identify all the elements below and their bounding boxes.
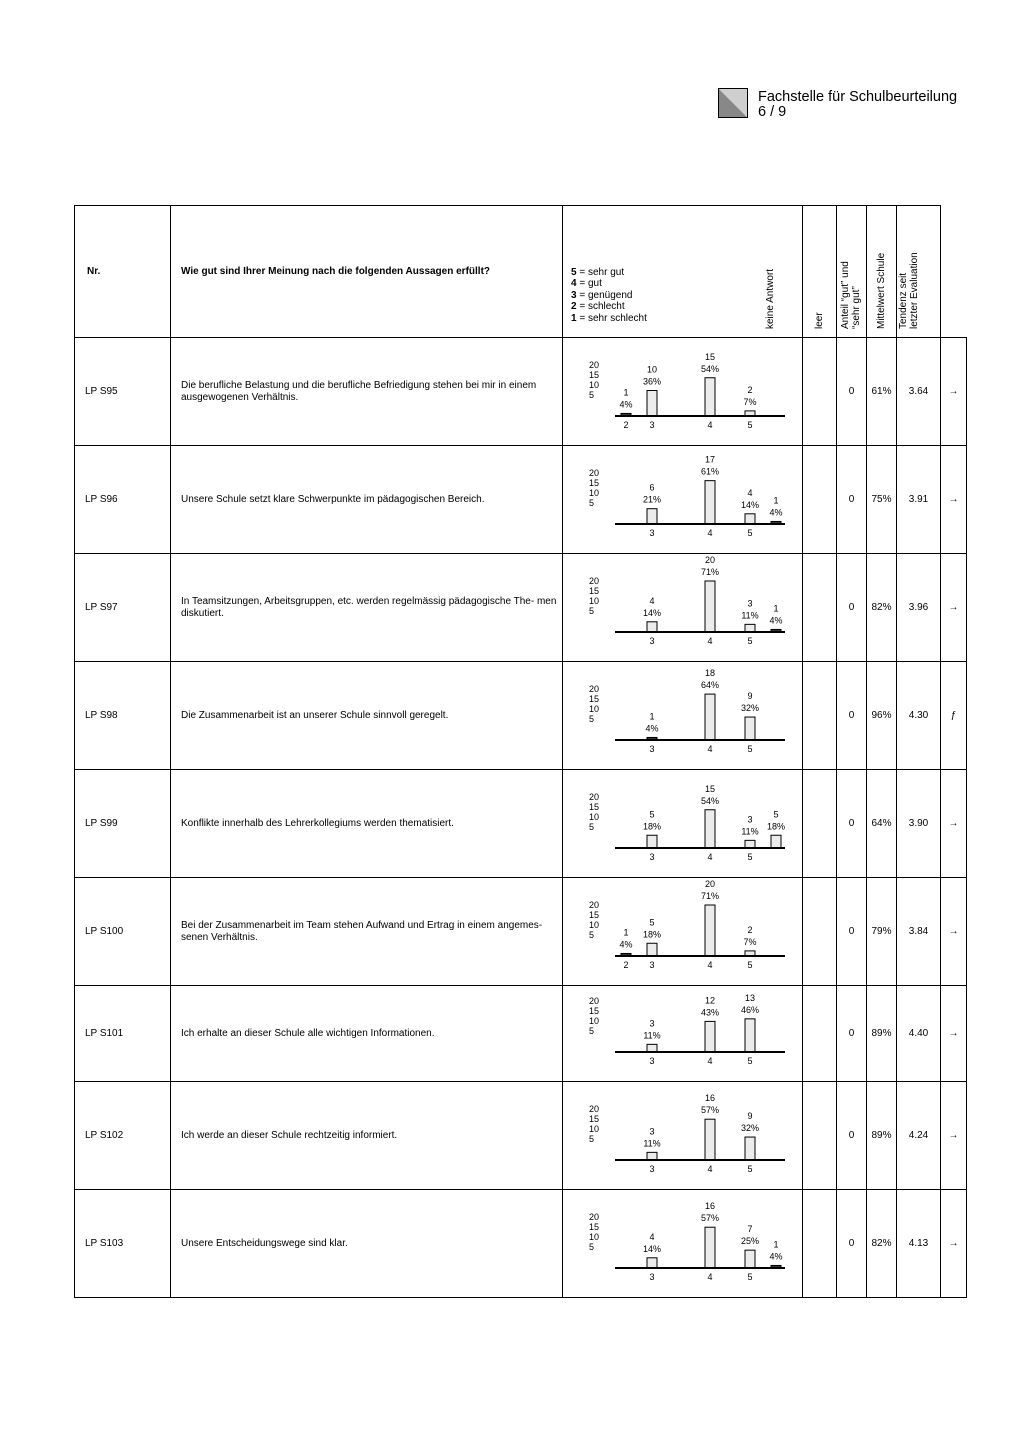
bar-value-label: 2 [747,384,753,395]
x-tick-label: 5 [747,852,753,862]
x-tick-label: 2 [623,960,629,970]
y-tick-label: 10 [589,1016,600,1027]
page-number: 6 / 9 [758,104,787,120]
row-keine-antwort [803,446,837,554]
bar-value-label: 10 [646,364,658,375]
bar-percent-label: 71% [700,567,720,577]
y-tick-label: 5 [589,822,595,833]
row-statement: Die berufliche Belastung und die berufliche Befriedigung stehen bei mir in einem ausgewogenen Verhältnis. [171,338,563,446]
row-chart [563,770,803,878]
x-tick-label: 3 [649,636,655,646]
table-row [75,1190,967,1298]
legend-item-4: 4 = gut [571,278,602,289]
row-leer: 0 [837,446,867,554]
table-row [75,770,967,878]
row-anteil: 82% [867,554,897,662]
row-tendenz: → [941,878,967,986]
row-anteil: 64% [867,770,897,878]
row-leer: 0 [837,338,867,446]
row-mittelwert: 4.13 [897,1190,941,1298]
bar-chart [563,446,803,553]
row-chart [563,1190,803,1298]
row-chart [563,1082,803,1190]
x-tick-label: 4 [707,420,713,430]
y-tick-label: 20 [589,1104,600,1115]
header-question: Wie gut sind Ihrer Meinung nach die folgenden Aussagen erfüllt? [171,206,563,338]
x-tick-label: 4 [707,744,713,754]
bar [745,1019,755,1052]
bar [705,694,715,740]
header-anteil: Anteil “gut” und “sehr gut” [837,206,867,338]
survey-table [74,205,967,1298]
bar-value-label: 9 [747,1111,753,1122]
bar-value-label: 3 [649,1126,655,1137]
bar [745,840,755,848]
table-row [75,446,967,554]
x-tick-label: 4 [707,960,713,970]
row-tendenz: → [941,1190,967,1298]
bar [705,481,715,524]
y-tick-label: 10 [589,380,600,391]
bar-percent-label: 11% [643,1030,661,1041]
bar-percent-label: 21% [642,494,662,505]
x-tick-label: 4 [707,528,713,538]
y-tick-label: 15 [589,802,600,813]
bar-percent-label: 32% [740,1123,760,1134]
x-tick-label: 2 [623,420,629,430]
row-statement: Die Zusammenarbeit ist an unserer Schule sinnvoll geregelt. [171,662,563,770]
row-keine-antwort [803,338,837,446]
bar-percent-label: 14% [740,499,760,510]
row-keine-antwort [803,878,837,986]
legend-item-1: 1 = sehr schlecht [571,312,647,324]
y-tick-label: 15 [589,586,600,597]
row-anteil: 61% [867,338,897,446]
y-tick-label: 5 [589,1242,595,1253]
y-tick-label: 20 [589,684,600,695]
bar-percent-label: 57% [700,1105,720,1116]
bar-value-label: 17 [704,454,716,465]
bar-percent-label: 18% [766,821,786,832]
bar-value-label: 3 [649,1018,655,1029]
bar [705,1119,715,1160]
row-chart [563,338,803,446]
bar-value-label: 1 [623,927,629,938]
bar-value-label: 1 [773,495,779,506]
y-tick-label: 20 [589,792,600,803]
x-tick-label: 3 [649,744,655,754]
bar-percent-label: 4% [619,939,633,950]
x-tick-label: 5 [747,1164,753,1174]
row-nr: LP S99 [75,770,171,878]
x-tick-label: 3 [649,528,655,538]
row-anteil: 82% [867,1190,897,1298]
y-tick-label: 10 [589,488,600,499]
row-nr: LP S98 [75,662,171,770]
row-nr: LP S97 [75,554,171,662]
row-mittelwert: 3.84 [897,878,941,986]
bar-value-label: 5 [649,917,655,928]
x-tick-label: 5 [747,636,753,646]
bar [745,717,755,740]
bar-chart [563,986,803,1081]
y-tick-label: 5 [589,1134,595,1145]
y-tick-label: 10 [589,1232,600,1243]
y-tick-label: 5 [589,606,595,617]
bar [705,1227,715,1268]
bar-chart [563,662,803,769]
header-keine-antwort: keine Antwort [765,268,776,329]
bar [771,835,781,848]
bar-percent-label: 36% [642,376,662,387]
bar [647,1258,657,1268]
bar-percent-label: 54% [700,363,720,374]
bar-chart [563,1082,803,1189]
row-anteil: 75% [867,446,897,554]
bar-value-label: 3 [747,598,753,609]
y-tick-label: 5 [589,498,595,509]
bar-value-label: 20 [704,879,716,889]
bar [705,581,715,632]
bar-percent-label: 7% [743,396,757,407]
x-tick-label: 3 [649,1272,655,1282]
x-tick-label: 3 [649,1056,655,1066]
scale-legend [563,206,803,338]
row-nr: LP S101 [75,986,171,1082]
table-row [75,662,967,770]
bar-percent-label: 11% [741,826,759,837]
bar-percent-label: 14% [642,607,662,618]
row-nr: LP S95 [75,338,171,446]
bar [647,509,657,524]
header-leer: leer [803,206,837,338]
table-header-row [75,206,967,338]
row-anteil: 96% [867,662,897,770]
row-statement: Konflikte innerhalb des Lehrerkollegiums werden thematisiert. [171,770,563,878]
bar-value-label: 7 [747,1224,753,1235]
row-chart [563,986,803,1082]
row-nr: LP S100 [75,878,171,986]
row-anteil: 89% [867,1082,897,1190]
bar-percent-label: 4% [769,507,783,518]
bar-percent-label: 14% [642,1243,662,1254]
bar-value-label: 4 [649,1231,655,1242]
x-tick-label: 5 [747,528,753,538]
bar-percent-label: 64% [700,680,720,691]
bar-value-label: 4 [747,487,753,498]
x-tick-label: 5 [747,420,753,430]
row-leer: 0 [837,662,867,770]
bar-chart [563,554,803,661]
y-tick-label: 5 [589,714,595,725]
y-tick-label: 20 [589,996,600,1007]
bar-percent-label: 4% [645,723,659,734]
bar [647,835,657,848]
row-keine-antwort [803,986,837,1082]
table-row [75,878,967,986]
row-keine-antwort [803,770,837,878]
bar-chart [563,770,803,877]
x-tick-label: 3 [649,1164,655,1174]
y-tick-label: 15 [589,478,600,489]
x-tick-label: 3 [649,960,655,970]
y-tick-label: 15 [589,694,600,705]
row-keine-antwort [803,662,837,770]
row-keine-antwort [803,1082,837,1190]
row-chart [563,662,803,770]
bar [647,1044,657,1052]
row-mittelwert: 3.64 [897,338,941,446]
header-mittelwert: Mittelwert Schule [867,206,897,338]
row-statement: Ich werde an dieser Schule rechtzeitig informiert. [171,1082,563,1190]
bar-percent-label: 11% [741,610,759,621]
bar [705,810,715,848]
x-tick-label: 4 [707,1164,713,1174]
bar-value-label: 12 [704,995,716,1006]
row-statement: Ich erhalte an dieser Schule alle wichtigen Informationen. [171,986,563,1082]
y-tick-label: 20 [589,360,600,371]
y-tick-label: 15 [589,1222,600,1233]
bar [705,1021,715,1052]
y-tick-label: 10 [589,812,600,823]
row-leer: 0 [837,770,867,878]
row-tendenz: → [941,986,967,1082]
y-tick-label: 10 [589,920,600,931]
row-anteil: 79% [867,878,897,986]
row-nr: LP S103 [75,1190,171,1298]
bar [745,624,755,632]
bar-percent-label: 46% [740,1004,760,1015]
row-leer: 0 [837,1190,867,1298]
x-tick-label: 4 [707,1272,713,1282]
y-tick-label: 5 [589,1026,595,1037]
row-mittelwert: 4.30 [897,662,941,770]
bar-percent-label: 4% [619,399,633,410]
row-statement: Unsere Schule setzt klare Schwerpunkte im pädagogischen Bereich. [171,446,563,554]
header-tendenz: Tendenz seit letzter Evaluation [897,206,941,338]
bar-value-label: 4 [649,595,655,606]
row-chart [563,446,803,554]
row-chart [563,554,803,662]
x-tick-label: 5 [747,1056,753,1066]
row-statement: In Teamsitzungen, Arbeitsgruppen, etc. werden regelmässig pädagogische The- men diskutiert. [171,554,563,662]
y-tick-label: 10 [589,1124,600,1135]
row-mittelwert: 4.24 [897,1082,941,1190]
table-row [75,986,967,1082]
bar-value-label: 18 [704,668,716,679]
bar-value-label: 1 [623,387,629,398]
x-tick-label: 4 [707,852,713,862]
row-leer: 0 [837,986,867,1082]
bar-percent-label: 18% [642,821,662,832]
bar-value-label: 3 [747,814,753,825]
row-mittelwert: 3.90 [897,770,941,878]
header-nr: Nr. [75,206,171,338]
bar-percent-label: 71% [700,891,720,901]
bar-value-label: 6 [649,482,655,493]
x-tick-label: 5 [747,1272,753,1282]
y-tick-label: 20 [589,576,600,587]
bar-chart [563,878,803,985]
y-tick-label: 15 [589,1114,600,1125]
row-nr: LP S102 [75,1082,171,1190]
row-leer: 0 [837,878,867,986]
row-tendenz: ƒ [941,662,967,770]
y-tick-label: 10 [589,596,600,607]
bar-percent-label: 54% [700,795,720,806]
row-nr: LP S96 [75,446,171,554]
row-leer: 0 [837,1082,867,1190]
row-keine-antwort [803,554,837,662]
bar-value-label: 20 [704,555,716,565]
bar-value-label: 1 [773,1239,779,1250]
bar-value-label: 16 [704,1093,716,1104]
bar-value-label: 5 [773,809,779,820]
row-chart [563,878,803,986]
row-mittelwert: 3.91 [897,446,941,554]
bar-value-label: 15 [704,351,716,362]
row-tendenz: → [941,770,967,878]
x-tick-label: 3 [649,852,655,862]
legend-item-3: 3 = genügend [571,289,633,301]
y-tick-label: 15 [589,370,600,381]
y-tick-label: 15 [589,910,600,921]
row-tendenz: → [941,554,967,662]
bar-percent-label: 57% [700,1213,720,1224]
x-tick-label: 4 [707,636,713,646]
bar-value-label: 13 [744,992,756,1003]
bar-value-label: 1 [649,711,655,722]
bar-percent-label: 18% [642,929,662,940]
bar-value-label: 15 [704,783,716,794]
row-leer: 0 [837,554,867,662]
row-tendenz: → [941,446,967,554]
bar-percent-label: 43% [700,1007,720,1018]
row-tendenz: → [941,1082,967,1190]
x-tick-label: 5 [747,744,753,754]
y-tick-label: 5 [589,390,595,401]
bar [745,514,755,524]
row-mittelwert: 4.40 [897,986,941,1082]
legend-item-5: 5 = sehr gut [571,266,625,278]
y-tick-label: 10 [589,704,600,715]
bar [647,943,657,956]
bar [705,905,715,956]
bar-value-label: 1 [773,603,779,614]
bar-percent-label: 61% [700,466,720,477]
table-row [75,554,967,662]
header-title: Fachstelle für Schulbeurteilung [758,89,958,105]
bar-value-label: 5 [649,809,655,820]
row-tendenz: → [941,338,967,446]
bar-chart [563,338,803,445]
bar [647,391,657,417]
bar [647,622,657,632]
x-tick-label: 5 [747,960,753,970]
y-tick-label: 20 [589,900,600,911]
bar-percent-label: 25% [740,1236,760,1247]
table-row [75,1082,967,1190]
x-tick-label: 4 [707,1056,713,1066]
bar-percent-label: 4% [769,1251,783,1262]
x-tick-label: 3 [649,420,655,430]
bar [647,1152,657,1160]
row-statement: Bei der Zusammenarbeit im Team stehen Aufwand und Ertrag in einem angemes- senen Verhältnis. [171,878,563,986]
y-tick-label: 20 [589,468,600,479]
row-statement: Unsere Entscheidungswege sind klar. [171,1190,563,1298]
bar [745,1137,755,1160]
bar [745,1250,755,1268]
y-tick-label: 15 [589,1006,600,1017]
bar-value-label: 16 [704,1201,716,1212]
bar [705,378,715,416]
bar-value-label: 9 [747,691,753,702]
bar-percent-label: 32% [740,703,760,714]
bar-value-label: 2 [747,924,753,935]
row-keine-antwort [803,1190,837,1298]
bar-percent-label: 4% [769,615,783,626]
row-mittelwert: 3.96 [897,554,941,662]
bar-percent-label: 11% [643,1138,661,1149]
row-anteil: 89% [867,986,897,1082]
bar-percent-label: 7% [743,936,757,947]
logo-icon [718,88,748,118]
y-tick-label: 20 [589,1212,600,1223]
y-tick-label: 5 [589,930,595,941]
legend-item-2: 2 = schlecht [571,301,625,312]
bar-chart [563,1190,803,1297]
table-row [75,338,967,446]
